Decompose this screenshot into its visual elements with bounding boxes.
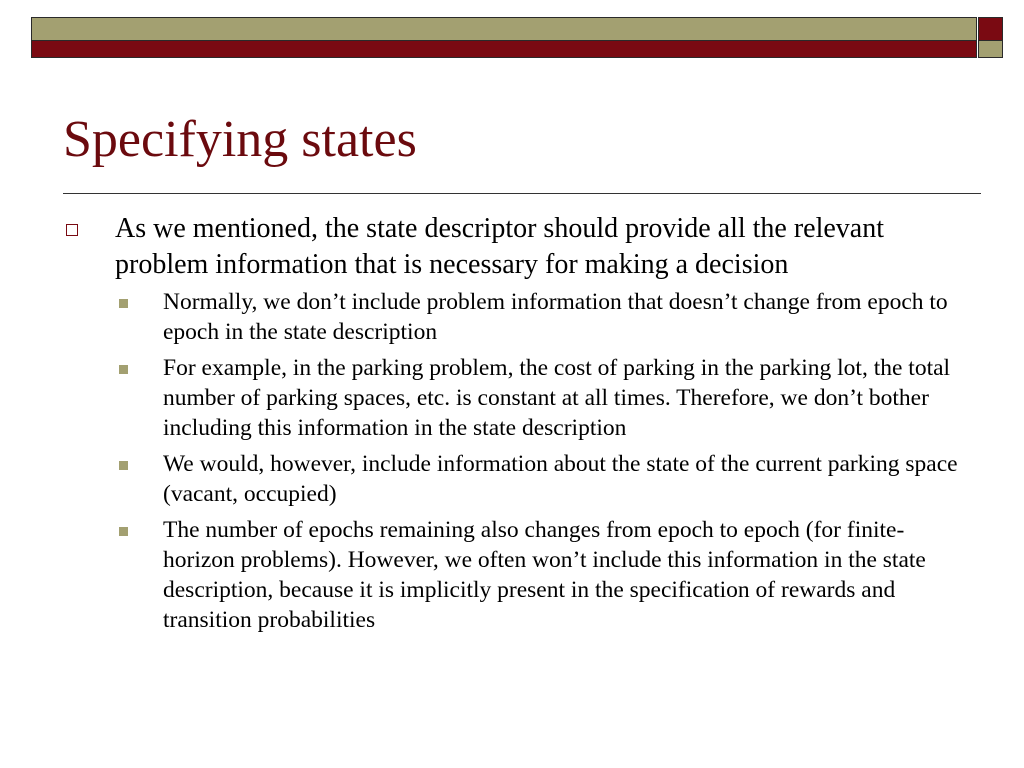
subbullet-item	[163, 515, 973, 635]
subbullet-text: The number of epochs remaining also changes from epoch to epoch (for finite-horizon problems). However, we often won’t include this information in the state description, because it is implicitly present in the specification of rewards and transition probabilities	[163, 517, 926, 633]
header-bar-maroon	[31, 41, 977, 58]
square-bullet-icon	[119, 461, 128, 470]
bullet-level1	[115, 211, 965, 283]
subbullet-text: Normally, we don’t include problem information that doesn’t change from epoch to epoch in the state description	[163, 289, 948, 345]
subbullet-item	[163, 353, 973, 443]
header-square-olive	[978, 41, 1003, 58]
square-bullet-icon	[119, 299, 128, 308]
square-bullet-icon	[119, 527, 128, 536]
hollow-square-bullet-icon	[66, 224, 78, 236]
subbullet-text: For example, in the parking problem, the cost of parking in the parking lot, the total number of parking spaces, etc. is constant at all times. Therefore, we don’t bother including this information in the state description	[163, 355, 951, 441]
subbullet-item	[163, 449, 973, 509]
subbullet-list	[0, 287, 1024, 635]
header-square-maroon	[978, 17, 1003, 41]
slide-title: Specifying states	[63, 111, 417, 168]
square-bullet-icon	[119, 365, 128, 374]
header-bar-olive	[31, 17, 977, 41]
bullet-level1-text: As we mentioned, the state descriptor should provide all the relevant problem information that is necessary for making a decision	[115, 213, 885, 280]
slide-body	[0, 211, 1024, 641]
subbullet-item	[163, 287, 973, 347]
subbullet-text: We would, however, include information about the state of the current parking space (vacant, occupied)	[163, 451, 958, 507]
title-divider	[63, 193, 981, 194]
